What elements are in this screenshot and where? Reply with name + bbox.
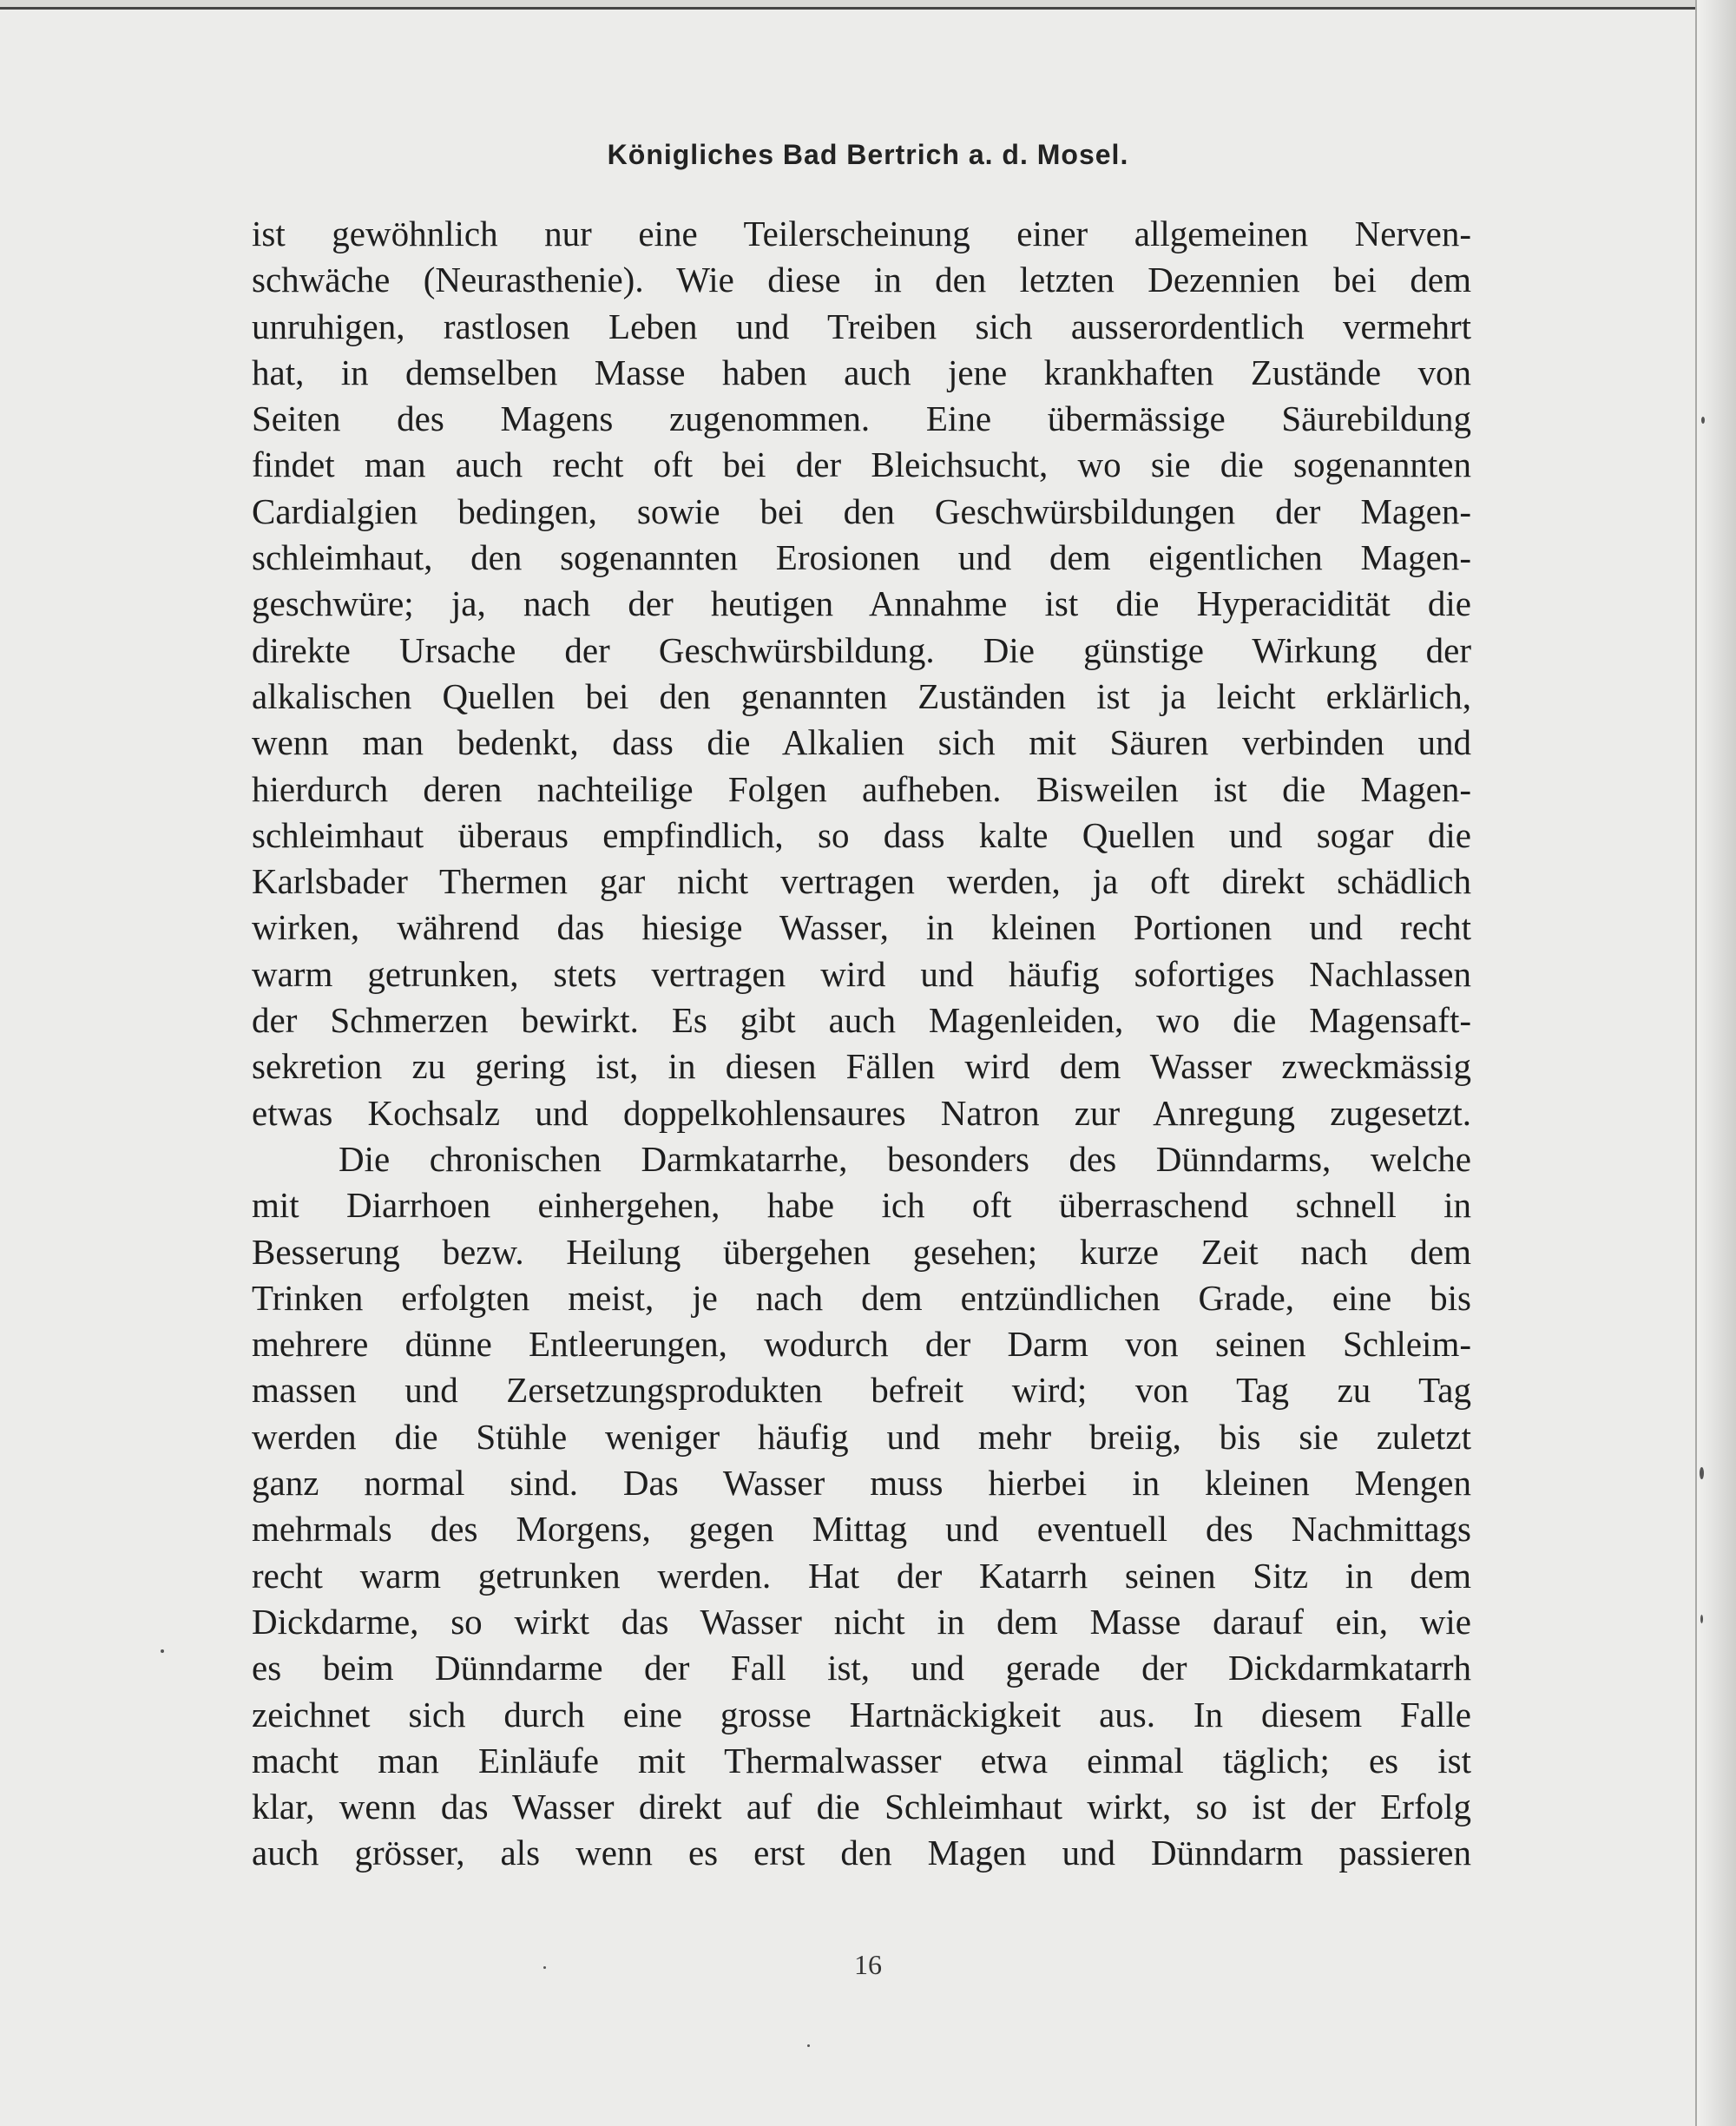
text-line: schwäche (Neurasthenie). Wie diese in den letzten Dezennien bei dem [252, 260, 1471, 300]
text-line: klar, wenn das Wasser direkt auf die Schleimhaut wirkt, so ist der Erfolg [252, 1787, 1471, 1827]
text-line: geschwüre; ja, nach der heutigen Annahme ist die Hyperacidität die [252, 583, 1471, 624]
top-edge-rule [0, 0, 1697, 10]
text-line: schleimhaut überaus empfindlich, so dass kalte Quellen und sogar die [252, 814, 1471, 855]
text-line: Cardialgien bedingen, sowie bei den Geschwürsbildungen der Magen- [252, 490, 1471, 531]
text-line: massen und Zersetzungsprodukten befreit wird; von Tag zu Tag [252, 1370, 1471, 1411]
text-line: mehrmals des Morgens, gegen Mittag und eventuell des Nachmittags [252, 1509, 1471, 1550]
text-line: recht warm getrunken werden. Hat der Katarrh seinen Sitz in dem [252, 1555, 1471, 1596]
paper-speck [543, 1966, 546, 1969]
text-line: Trinken erfolgten meist, je nach dem entzündlichen Grade, eine bis [252, 1277, 1471, 1318]
text-line: etwas Kochsalz und doppelkohlensaures Natron zur Anregung zugesetzt. [252, 1092, 1471, 1133]
text-line: hat, in demselben Masse haben auch jene krankhaften Zustände von [252, 352, 1471, 392]
text-line: alkalischen Quellen bei den genannten Zuständen ist ja leicht erklärlich, [252, 675, 1471, 716]
page-number: 16 [854, 1949, 882, 1980]
text-line: Besserung bezw. Heilung übergehen gesehen; kurze Zeit nach dem [252, 1231, 1471, 1272]
text-line: werden die Stühle weniger häufig und mehr breiig, bis sie zuletzt [252, 1416, 1471, 1457]
text-line: ist gewöhnlich nur eine Teilerscheinung einer allgemeinen Nerven- [252, 214, 1471, 253]
paper-speck [161, 1649, 164, 1653]
paper-speck [1700, 1615, 1703, 1623]
text-line: macht man Einläufe mit Thermalwasser etwa einmal täglich; es ist [252, 1740, 1471, 1780]
text-line: findet man auch recht oft bei der Bleichsucht, wo sie die sogenannten [252, 444, 1471, 485]
text-line: unruhigen, rastlosen Leben und Treiben sich ausserordentlich vermehrt [252, 306, 1471, 346]
text-line: zeichnet sich durch eine grosse Hartnäckigkeit aus. In diesem Falle [252, 1694, 1471, 1734]
running-head: Königliches Bad Bertrich a. d. Mosel. [607, 139, 1129, 170]
text-line: es beim Dünndarme der Fall ist, und gerade der Dickdarmkatarrh [252, 1648, 1471, 1688]
text-line: Karlsbader Thermen gar nicht vertragen werden, ja oft direkt schädlich [252, 861, 1471, 902]
text-line: der Schmerzen bewirkt. Es gibt auch Magenleiden, wo die Magensaft- [252, 1000, 1471, 1041]
paper-speck [1701, 417, 1705, 424]
text-line: hierdurch deren nachteilige Folgen aufheben. Bisweilen ist die Magen- [252, 768, 1471, 809]
text-line: wenn man bedenkt, dass die Alkalien sich mit Säuren verbinden und [252, 722, 1471, 763]
text-line: mit Diarrhoen einhergehen, habe ich oft überraschend schnell in [252, 1185, 1471, 1226]
text-line: ganz normal sind. Das Wasser muss hierbei in kleinen Mengen [252, 1463, 1471, 1504]
text-line: warm getrunken, stets vertragen wird und häufig sofortiges Nachlassen [252, 953, 1471, 994]
text-line: direkte Ursache der Geschwürsbildung. Die günstige Wirkung der [252, 629, 1471, 670]
paper-speck [1700, 1467, 1704, 1479]
paper-speck [807, 2044, 810, 2047]
text-line: mehrere dünne Entleerungen, wodurch der Darm von seinen Schleim- [252, 1324, 1471, 1365]
text-line-paragraph-start: Die chronischen Darmkatarrhe, besonders des Dünndarms, welche [339, 1138, 1471, 1179]
text-line: schleimhaut, den sogenannten Erosionen und dem eigentlichen Magen- [252, 537, 1471, 578]
text-line: auch grösser, als wenn es erst den Magen und Dünndarm passieren [252, 1833, 1471, 1873]
text-line: sekretion zu gering ist, in diesen Fällen wird dem Wasser zweckmässig [252, 1046, 1471, 1087]
text-line: Seiten des Magens zugenommen. Eine übermässige Säurebildung [252, 398, 1471, 439]
text-line: Dickdarme, so wirkt das Wasser nicht in dem Masse darauf ein, wie [252, 1601, 1471, 1642]
body-text [252, 211, 1471, 1877]
page-edge-shadow [1695, 0, 1736, 2126]
text-line: wirken, während das hiesige Wasser, in kleinen Portionen und recht [252, 907, 1471, 948]
